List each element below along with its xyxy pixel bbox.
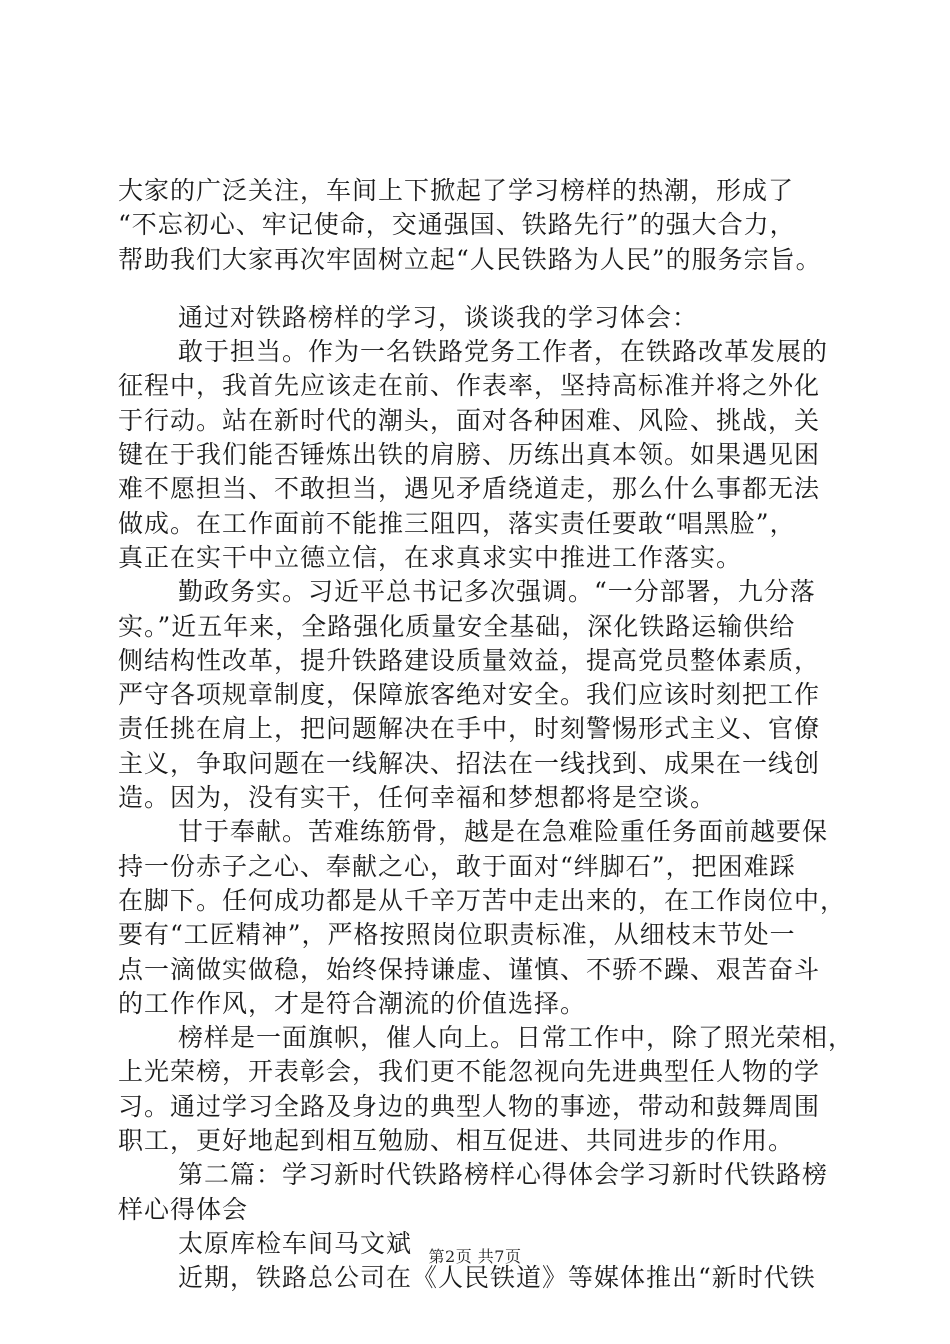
text-line: 大家的广泛关注，车间上下掀起了学习榜样的热潮，形成了 [118,176,795,205]
text-line: 于行动。站在新时代的潮头，面对各种困难、风险、挑战，关 [118,405,821,435]
text-line: 习。通过学习全路及身边的典型人物的事迹，带动和鼓舞周围 [118,1091,821,1121]
paragraph-dare-to-take-responsibility [118,335,858,575]
body-text [118,174,858,1296]
paragraph-diligent-and-practical [118,575,858,815]
text-line: 点一滴做实做稳，始终保持谦虚、谨慎、不骄不躁、艰苦奋斗 [118,954,821,984]
text-line: 在脚下。任何成功都是从千辛万苦中走出来的，在工作岗位中， [118,885,847,915]
text-line: 样心得体会 [118,1194,249,1224]
text-line: 征程中，我首先应该走在前、作表率，坚持高标准并将之外化 [118,371,821,401]
text-line: 责任挑在肩上，把问题解决在手中，时刻警惕形式主义、官僚 [118,714,821,744]
text-line: 上光荣榜，开表彰会，我们更不能忽视向先进典型任人物的学 [118,1057,821,1087]
paragraph-intro [118,301,858,335]
text-line: 第二篇：学习新时代铁路榜样心得体会学习新时代铁路榜 [178,1160,829,1190]
text-line: 敢于担当。作为一名铁路党务工作者，在铁路改革发展的 [178,337,829,367]
section-heading [118,1158,858,1227]
text-line: 严守各项规章制度，保障旅客绝对安全。我们应该时刻把工作 [118,680,821,710]
text-line: 甘于奉献。苦难练筋骨，越是在急难险重任务面前越要保 [178,817,829,847]
text-line: 持一份赤子之心、奉献之心，敢于面对“绊脚石”，把困难踩 [118,851,796,881]
text-line: 近期，铁路总公司在《人民铁道》等媒体推出“新时代铁 [178,1263,816,1293]
paragraph-willing-to-devote [118,815,858,1021]
paragraph-continuation [118,174,858,277]
text-line: 造。因为，没有实干，任何幸福和梦想都将是空谈。 [118,783,717,813]
text-line: 太原库检车间马文斌 [178,1228,413,1258]
text-line: 键在于我们能否锤炼出铁的肩膀、历练出真本领。如果遇见困 [118,440,821,470]
text-line: 实。”近五年来，全路强化质量安全基础，深化铁路运输供给 [118,611,796,641]
text-line: 勤政务实。习近平总书记多次强调。“一分部署，九分落 [178,577,816,607]
text-line: 做成。在工作面前不能推三阻四，落实责任要敢“唱黑脸”， [118,508,796,538]
text-line: 的工作作风，才是符合潮流的价值选择。 [118,988,587,1018]
text-line: 真正在实干中立德立信，在求真求实中推进工作落实。 [118,542,743,572]
paragraph-gap [118,277,858,301]
text-line: 要有“工匠精神”，严格按照岗位职责标准，从细枝末节处一 [118,920,796,950]
text-line: 主义，争取问题在一线解决、招法在一线找到、成果在一线创 [118,748,821,778]
text-line: “不忘初心、牢记使命，交通强国、铁路先行”的强大合力， [118,210,796,240]
text-line: 职工，更好地起到相互勉励、相互促进、共同进步的作用。 [118,1126,795,1156]
page-number-label: 第2页 共7页 [428,1247,522,1266]
text-line: 榜样是一面旗帜，催人向上。日常工作中，除了照光荣相， [178,1023,855,1053]
text-line: 难不愿担当、不敢担当，遇见矛盾绕道走，那么什么事都无法 [118,474,821,504]
text-line: 侧结构性改革，提升铁路建设质量效益，提高党员整体素质， [118,645,821,675]
page-footer [0,1244,950,1267]
text-line: 帮助我们大家再次牢固树立起“人民铁路为人民”的服务宗旨。 [118,244,822,274]
text-line: 通过对铁路榜样的学习，谈谈我的学习体会： [178,302,699,332]
paragraph-role-model [118,1021,858,1158]
